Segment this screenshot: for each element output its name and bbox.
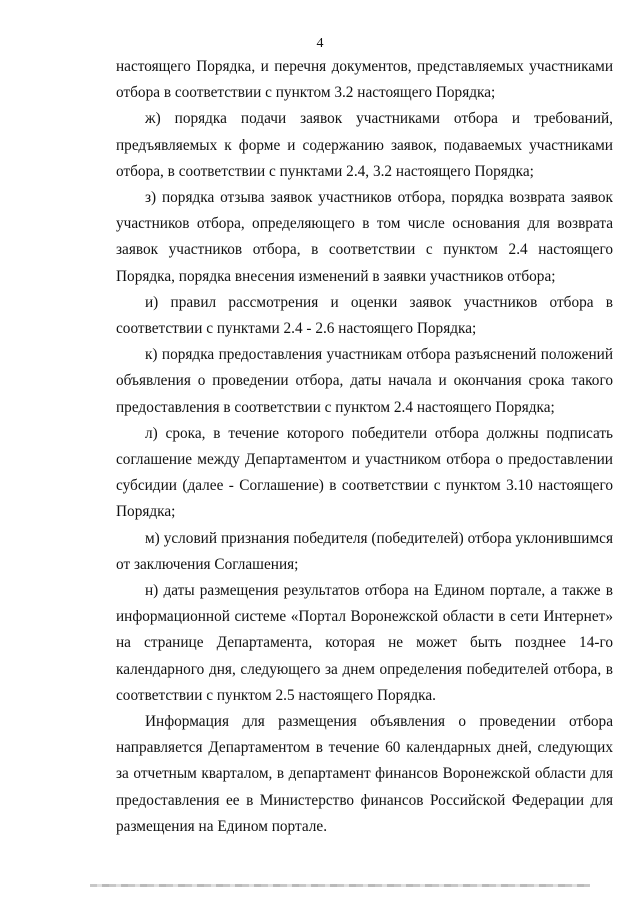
paragraph-item-zh: ж) порядка подачи заявок участниками отбора и требований, предъявляемых к форме и содержанию заявок, подаваемых участниками отбора, в соответствии с пунктами 2.4, 3.2 настоящего Порядка; <box>116 110 613 180</box>
paragraph-item-m: м) условий признания победителя (победителей) отбора уклонившимся от заключения Соглашения; <box>116 529 613 573</box>
scan-edge-line <box>90 884 590 887</box>
document-body <box>116 54 613 840</box>
paragraph-item-l: л) срока, в течение которого победители отбора должны подписать соглашение между Департаментом и участником отбора о предоставлении субсидии (далее - Соглашение) в соответствии с пунктом 3.10 настоящего Порядка; <box>116 424 613 521</box>
paragraph-item-n: н) даты размещения результатов отбора на Едином портале, а также в информационной системе «Портал Воронежской области в сети Интернет» на странице Департамента, которая не может быть позднее 14-го календарного дня, следующего за днем определения победителей отбора, в соответствии с пунктом 2.5 настоящего Порядка. <box>116 582 613 704</box>
paragraph-item-k: к) порядка предоставления участникам отбора разъяснений положений объявления о проведении отбора, даты начала и окончания срока такого предоставления в соответствии с пунктом 2.4 настоящего Порядка; <box>116 346 613 416</box>
paragraph-item-z: з) порядка отзыва заявок участников отбора, порядка возврата заявок участников отбора, определяющего в том числе основания для возврата заявок участников отбора, в соответствии с пунктом 2.4 настоящего Порядка, порядка внесения изменений в заявки участников отбора; <box>116 189 613 285</box>
paragraph-continuation: настоящего Порядка, и перечня документов, представляемых участниками отбора в соответствии с пунктом 3.2 настоящего Порядка; <box>116 58 613 102</box>
page-number: 4 <box>316 36 324 51</box>
paragraph-item-i: и) правил рассмотрения и оценки заявок участников отбора в соответствии с пунктами 2.4 - 2.6 настоящего Порядка; <box>116 293 613 338</box>
paragraph-information: Информация для размещения объявления о проведении отбора направляется Департаментом в течение 60 календарных дней, следующих за отчетным кварталом, в департамент финансов Воронежской области для предоставления ее в Министерство финансов Российской Федерации для размещения на Едином портале. <box>116 713 613 835</box>
